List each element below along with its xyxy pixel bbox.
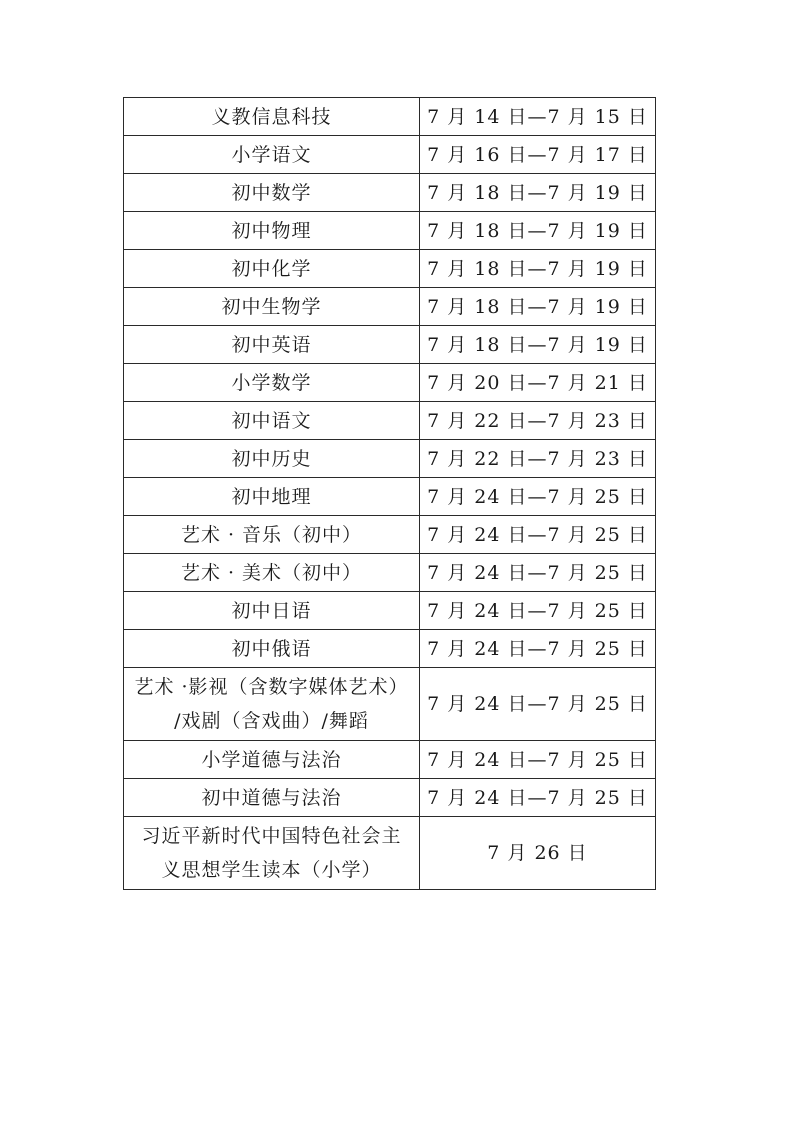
subject-cell — [124, 779, 420, 817]
subject-text: 初中语文 — [231, 409, 312, 432]
table-row — [124, 136, 656, 174]
subject-text: 习近平新时代中国特色社会主 — [141, 825, 402, 847]
table-row — [124, 817, 656, 890]
subject-text: 义教信息科技 — [211, 105, 332, 128]
subject-cell — [124, 630, 420, 668]
table-row — [124, 630, 656, 668]
subject-cell — [124, 326, 420, 364]
date-cell: 7 月 24 日—7 月 25 日 — [420, 592, 656, 630]
subject-text: 艺术 ·影视（含数字媒体艺术） — [134, 676, 409, 698]
date-cell: 7 月 18 日—7 月 19 日 — [420, 174, 656, 212]
table-row — [124, 326, 656, 364]
subject-cell — [124, 250, 420, 288]
date-cell: 7 月 24 日—7 月 25 日 — [420, 741, 656, 779]
date-cell: 7 月 18 日—7 月 19 日 — [420, 250, 656, 288]
table-row — [124, 288, 656, 326]
table-row — [124, 741, 656, 779]
date-cell: 7 月 18 日—7 月 19 日 — [420, 288, 656, 326]
subject-text: 艺术 · 音乐（初中） — [180, 523, 363, 546]
subject-cell — [124, 136, 420, 174]
schedule-table — [123, 97, 656, 890]
subject-cell — [124, 212, 420, 250]
subject-text: 初中道德与法治 — [201, 786, 342, 809]
table-row — [124, 668, 656, 741]
subject-text: /戏剧（含戏曲）/舞蹈 — [174, 710, 369, 732]
subject-cell — [124, 440, 420, 478]
subject-cell — [124, 174, 420, 212]
date-cell: 7 月 22 日—7 月 23 日 — [420, 402, 656, 440]
subject-text: 初中历史 — [231, 447, 312, 470]
subject-text: 初中英语 — [231, 333, 312, 356]
subject-cell — [124, 288, 420, 326]
subject-text: 初中物理 — [231, 219, 312, 242]
subject-text: 初中地理 — [231, 485, 312, 508]
date-cell: 7 月 24 日—7 月 25 日 — [420, 630, 656, 668]
subject-text: 小学道德与法治 — [201, 748, 342, 771]
table-row — [124, 174, 656, 212]
date-cell: 7 月 20 日—7 月 21 日 — [420, 364, 656, 402]
date-cell: 7 月 18 日—7 月 19 日 — [420, 326, 656, 364]
table-row — [124, 250, 656, 288]
subject-cell — [124, 478, 420, 516]
date-cell: 7 月 24 日—7 月 25 日 — [420, 516, 656, 554]
table-row — [124, 364, 656, 402]
subject-cell — [124, 402, 420, 440]
table-row — [124, 779, 656, 817]
subject-text: 初中生物学 — [221, 295, 322, 318]
date-cell: 7 月 26 日 — [420, 817, 656, 890]
date-cell: 7 月 24 日—7 月 25 日 — [420, 554, 656, 592]
subject-text: 小学语文 — [231, 143, 312, 166]
date-cell: 7 月 18 日—7 月 19 日 — [420, 212, 656, 250]
subject-text: 初中化学 — [231, 257, 312, 280]
table-row — [124, 592, 656, 630]
subject-cell — [124, 364, 420, 402]
table-row — [124, 478, 656, 516]
subject-text: 初中俄语 — [231, 637, 312, 660]
subject-text: 义思想学生读本（小学） — [161, 859, 382, 881]
subject-text: 初中日语 — [231, 599, 312, 622]
subject-cell — [124, 554, 420, 592]
subject-text: 艺术 · 美术（初中） — [180, 561, 363, 584]
subject-cell — [124, 516, 420, 554]
table-row — [124, 440, 656, 478]
table-row — [124, 402, 656, 440]
table-row — [124, 98, 656, 136]
date-cell: 7 月 24 日—7 月 25 日 — [420, 668, 656, 741]
subject-cell — [124, 668, 420, 741]
subject-cell — [124, 741, 420, 779]
subject-cell — [124, 817, 420, 890]
date-cell: 7 月 24 日—7 月 25 日 — [420, 779, 656, 817]
subject-text: 小学数学 — [231, 371, 312, 394]
date-cell: 7 月 16 日—7 月 17 日 — [420, 136, 656, 174]
schedule-table-body — [124, 98, 656, 890]
date-cell: 7 月 22 日—7 月 23 日 — [420, 440, 656, 478]
table-row — [124, 516, 656, 554]
date-cell: 7 月 24 日—7 月 25 日 — [420, 478, 656, 516]
table-row — [124, 554, 656, 592]
table-row — [124, 212, 656, 250]
subject-text: 初中数学 — [231, 181, 312, 204]
subject-cell — [124, 98, 420, 136]
subject-cell — [124, 592, 420, 630]
date-cell: 7 月 14 日—7 月 15 日 — [420, 98, 656, 136]
